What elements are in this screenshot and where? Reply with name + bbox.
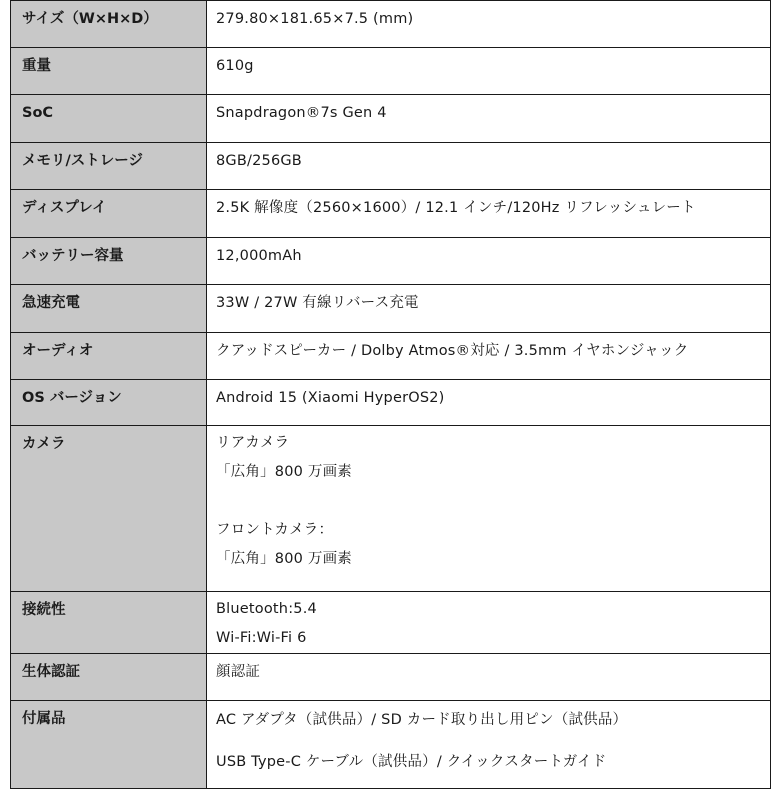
spec-value-line: Wi-Fi:Wi-Fi 6 <box>216 630 307 646</box>
spec-row-os <box>11 380 771 426</box>
spec-label: バッテリー容量 <box>11 238 207 285</box>
spec-value <box>207 48 771 95</box>
spec-label: 重量 <box>11 48 207 95</box>
spec-value <box>207 1 771 48</box>
spec-row-connectivity <box>11 592 771 654</box>
spec-label: SoC <box>11 95 207 143</box>
spec-row-weight <box>11 48 771 95</box>
spec-label: メモリ/ストレージ <box>11 143 207 190</box>
spec-table <box>10 0 771 789</box>
spec-value <box>207 333 771 380</box>
spec-row-memory <box>11 143 771 190</box>
spec-row-soc <box>11 95 771 143</box>
spec-label: 急速充電 <box>11 285 207 333</box>
spec-value-line: Android 15 (Xiaomi HyperOS2) <box>216 390 445 406</box>
spec-row-biometrics <box>11 654 771 701</box>
spec-value-line: Snapdragon®7s Gen 4 <box>216 105 387 121</box>
spec-value-gap <box>216 487 770 516</box>
spec-value <box>207 238 771 285</box>
spec-row-size <box>11 1 771 48</box>
spec-value <box>207 285 771 333</box>
spec-value <box>207 426 771 592</box>
spec-value-line: 610g <box>216 58 254 74</box>
spec-label: オーディオ <box>11 333 207 380</box>
spec-row-battery <box>11 238 771 285</box>
spec-value-line: クアッドスピーカー / Dolby Atmos®対応 / 3.5mm イヤホンジャック <box>216 343 689 359</box>
spec-value <box>207 190 771 238</box>
spec-value-line: 「広角」800 万画素 <box>216 551 352 567</box>
spec-value <box>207 143 771 190</box>
spec-row-audio <box>11 333 771 380</box>
spec-value-line: Bluetooth:5.4 <box>216 601 317 617</box>
spec-value-line: 12,000mAh <box>216 248 302 264</box>
spec-value <box>207 380 771 426</box>
spec-value-line: リアカメラ <box>216 435 290 451</box>
spec-label: 付属品 <box>11 701 207 789</box>
spec-label: OS バージョン <box>11 380 207 426</box>
spec-value-line: 33W / 27W 有線リバース充電 <box>216 295 419 311</box>
spec-label: 接続性 <box>11 592 207 654</box>
spec-value-line: 279.80×181.65×7.5 (mm) <box>216 11 414 27</box>
spec-value-line: 顔認証 <box>216 664 261 680</box>
spec-value-line: 8GB/256GB <box>216 153 302 169</box>
spec-label: サイズ（W×H×D） <box>11 1 207 48</box>
spec-label: ディスプレイ <box>11 190 207 238</box>
spec-value-line: AC アダプタ（試供品）/ SD カード取り出し用ピン（試供品） <box>216 712 628 728</box>
spec-label: カメラ <box>11 426 207 592</box>
spec-value-line: 2.5K 解像度（2560×1600）/ 12.1 インチ/120Hz リフレッシュレート <box>216 200 696 216</box>
spec-value <box>207 654 771 701</box>
spec-label: 生体認証 <box>11 654 207 701</box>
spec-row-charging <box>11 285 771 333</box>
spec-row-display <box>11 190 771 238</box>
spec-row-camera <box>11 426 771 592</box>
spec-value-line: 「広角」800 万画素 <box>216 464 352 480</box>
spec-value-gap <box>216 731 770 751</box>
spec-value <box>207 701 771 789</box>
spec-value-line: フロントカメラ： <box>216 522 334 538</box>
spec-row-accessories <box>11 701 771 789</box>
spec-value-line: USB Type-C ケーブル（試供品）/ クイックスタートガイド <box>216 754 607 770</box>
spec-value <box>207 95 771 143</box>
spec-value <box>207 592 771 654</box>
